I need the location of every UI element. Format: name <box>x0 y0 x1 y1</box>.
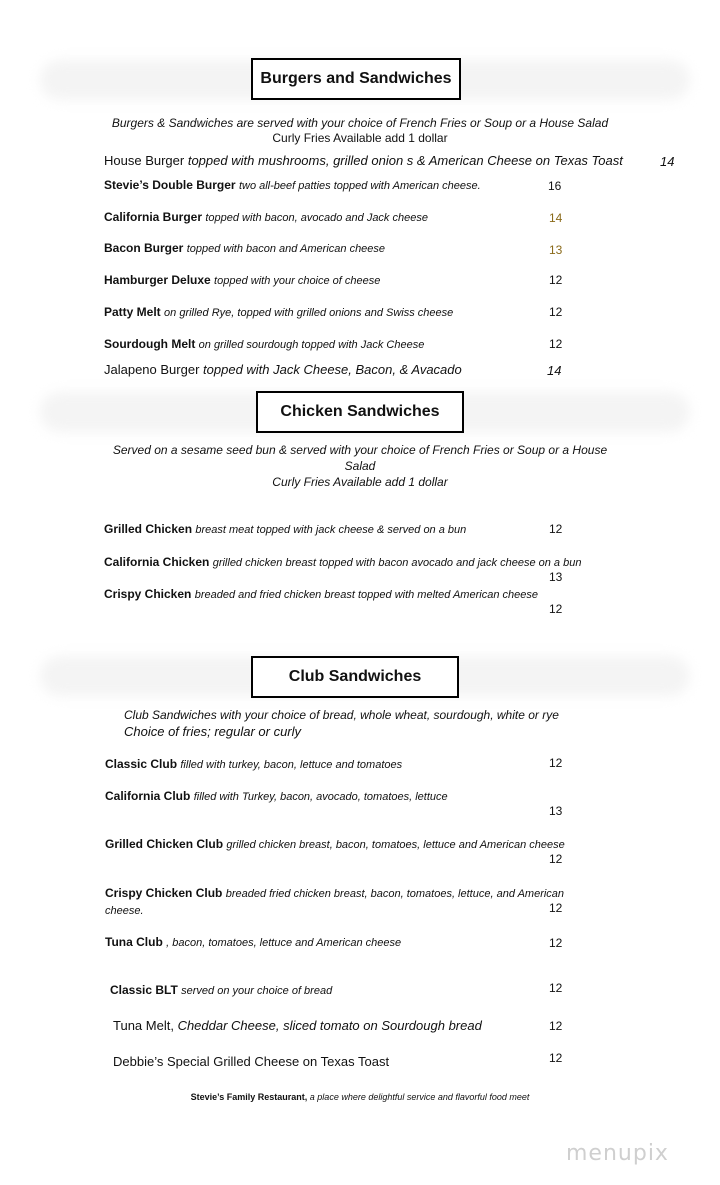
item-name: Classic Club <box>105 757 178 771</box>
item-name: Stevie’s Double Burger <box>104 178 236 192</box>
menu-item <box>105 886 564 900</box>
menu-item <box>113 1054 389 1069</box>
item-name: Grilled Chicken Club <box>105 837 224 851</box>
menu-item <box>113 1018 482 1033</box>
item-desc: topped with bacon and American cheese <box>186 243 386 255</box>
item-name: Hamburger Deluxe <box>104 273 211 287</box>
club-intro-line2: Choice of fries; regular or curly <box>124 724 302 739</box>
item-desc: two all-beef patties topped with American cheese. <box>238 180 481 192</box>
item-name: Bacon Burger <box>104 241 184 255</box>
item-desc: topped with your choice of cheese <box>214 275 381 287</box>
menu-item <box>104 210 428 224</box>
item-name: Tuna Club <box>105 935 163 949</box>
item-price: 12 <box>549 522 563 536</box>
item-name: Crispy Chicken <box>104 587 192 601</box>
menu-item <box>104 587 538 601</box>
menu-item <box>104 305 453 319</box>
item-price: 12 <box>549 1051 563 1065</box>
burgers-intro-line2: Curly Fries Available add 1 dollar <box>272 131 448 145</box>
menu-item <box>104 241 385 255</box>
menu-item <box>104 362 462 377</box>
item-price: 16 <box>548 179 562 193</box>
section-title-chicken: Chicken Sandwiches <box>256 391 464 433</box>
footer-restaurant-name: Stevie’s Family Restaurant, <box>190 1092 308 1102</box>
item-desc: filled with Turkey, bacon, avocado, tomatoes, lettuce <box>193 791 448 803</box>
chicken-intro-line2: Salad <box>344 459 376 473</box>
item-price: 12 <box>549 936 563 950</box>
item-name: California Club <box>105 789 191 803</box>
item-price: 13 <box>549 804 563 818</box>
item-name: Jalapeno Burger <box>104 362 200 377</box>
club-intro-line1: Club Sandwiches with your choice of bread, whole wheat, sourdough, white or rye <box>124 708 559 722</box>
item-name: California Burger <box>104 210 203 224</box>
item-desc: grilled chicken breast topped with bacon avocado and jack cheese on a bun <box>212 557 582 569</box>
item-desc: breaded fried chicken breast, bacon, tomatoes, lettuce, and American <box>225 888 565 900</box>
item-name: Classic BLT <box>110 983 178 997</box>
menu-item <box>104 337 424 351</box>
item-name: Crispy Chicken Club <box>105 886 223 900</box>
section-title-burgers: Burgers and Sandwiches <box>251 58 461 100</box>
item-price: 13 <box>549 570 563 584</box>
menu-item <box>105 935 401 949</box>
item-name: Patty Melt <box>104 305 161 319</box>
item-desc: breast meat topped with jack cheese & served on a bun <box>195 524 467 536</box>
item-price: 12 <box>549 602 563 616</box>
item-price: 12 <box>549 981 563 995</box>
item-name: California Chicken <box>104 555 210 569</box>
menu-item <box>105 757 402 771</box>
item-desc: topped with Jack Cheese, Bacon, & Avacado <box>203 362 462 377</box>
item-desc: topped with bacon, avocado and Jack cheese <box>205 212 428 224</box>
menu-item <box>104 178 481 192</box>
item-desc: breaded and fried chicken breast topped with melted American cheese <box>194 589 538 601</box>
item-name: Tuna Melt, <box>113 1018 174 1033</box>
item-desc: , bacon, tomatoes, lettuce and American cheese <box>166 937 402 949</box>
footer-tagline <box>0 1092 720 1102</box>
item-price: 12 <box>549 1019 563 1033</box>
item-name: Grilled Chicken <box>104 522 193 536</box>
item-price: 12 <box>549 305 563 319</box>
menu-item <box>104 555 581 569</box>
item-price: 12 <box>549 337 563 351</box>
item-desc: topped with mushrooms, grilled onion s & American Cheese on Texas Toast <box>187 153 623 168</box>
item-desc: grilled chicken breast, bacon, tomatoes, lettuce and American cheese <box>226 839 565 851</box>
item-price: 13 <box>549 243 563 257</box>
burgers-intro-line1: Burgers & Sandwiches are served with your choice of French Fries or Soup or a House Salad <box>111 116 609 130</box>
menu-item <box>110 983 332 997</box>
item-price: 12 <box>549 901 563 915</box>
chicken-intro-line3: Curly Fries Available add 1 dollar <box>272 475 448 489</box>
item-price: 14 <box>549 211 563 225</box>
item-name: Debbie’s Special Grilled Cheese on Texas Toast <box>113 1054 390 1069</box>
menu-item <box>105 837 565 851</box>
item-price: 14 <box>547 363 562 378</box>
item-desc: served on your choice of bread <box>181 985 333 997</box>
item-name: Sourdough Melt <box>104 337 196 351</box>
item-price: 12 <box>549 756 563 770</box>
footer-tagline-text: a place where delightful service and flavorful food meet <box>309 1092 530 1102</box>
item-desc: Cheddar Cheese, sliced tomato on Sourdough bread <box>177 1018 482 1033</box>
menu-item <box>104 522 466 536</box>
menu-item-continued <box>105 903 144 917</box>
chicken-intro-line1: Served on a sesame seed bun & served with your choice of French Fries or Soup or a House <box>112 443 608 457</box>
item-price: 12 <box>549 273 563 287</box>
item-name: House Burger <box>104 153 185 168</box>
item-desc: on grilled Rye, topped with grilled onions and Swiss cheese <box>164 307 454 319</box>
menupix-watermark: menupix <box>566 1141 669 1166</box>
item-desc: on grilled sourdough topped with Jack Cheese <box>198 339 425 351</box>
menu-item <box>105 789 448 803</box>
menu-item <box>104 273 380 287</box>
item-desc: cheese. <box>105 905 144 917</box>
item-desc: filled with turkey, bacon, lettuce and tomatoes <box>180 759 403 771</box>
menu-item <box>104 153 623 168</box>
item-price: 12 <box>549 852 563 866</box>
item-price: 14 <box>660 154 675 169</box>
section-title-club: Club Sandwiches <box>251 656 459 698</box>
